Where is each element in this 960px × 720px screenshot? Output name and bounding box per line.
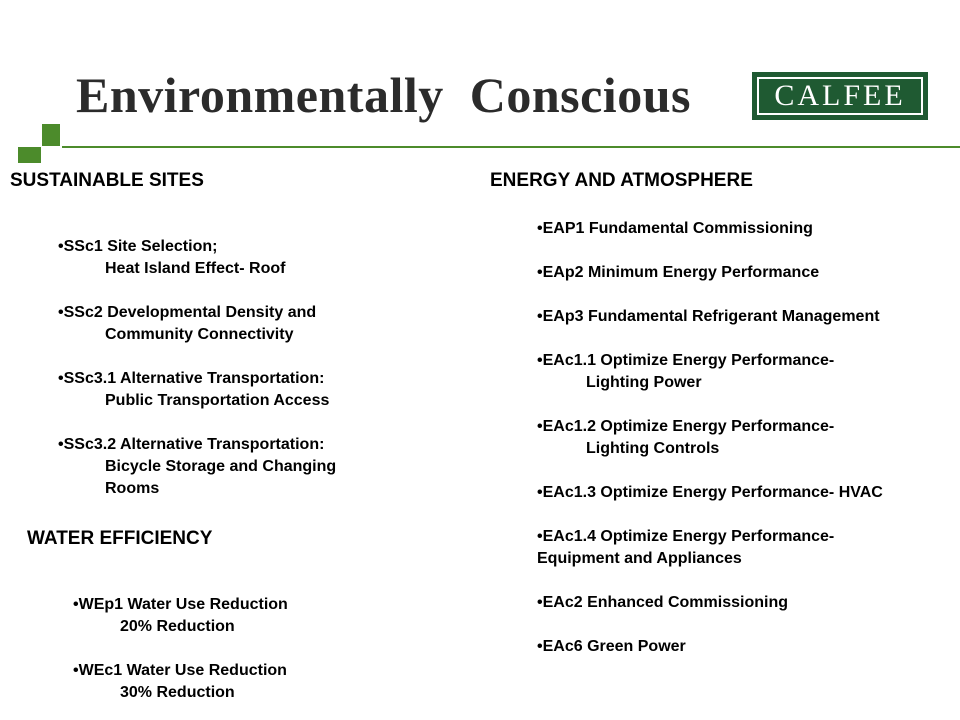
- logo-text: CALFEE: [757, 77, 923, 115]
- item-title: •EAP1 Fundamental Commissioning: [537, 220, 813, 237]
- list-item: [58, 302, 336, 346]
- item-subtitle: 30% Reduction: [120, 684, 235, 701]
- item-subtitle: Bicycle Storage and Changing: [105, 458, 337, 475]
- item-subtitle: Community Connectivity: [105, 326, 294, 343]
- item-subtitle: Lighting Controls: [586, 440, 720, 457]
- accent-square-left: [18, 147, 41, 163]
- water-efficiency-heading: WATER EFFICIENCY: [27, 528, 213, 549]
- item-title: •EAp2 Minimum Energy Performance: [537, 264, 820, 281]
- item-title: •EAc1.4 Optimize Energy Performance-: [537, 528, 835, 545]
- list-item: [537, 482, 883, 504]
- list-item: [73, 594, 288, 638]
- list-item: [537, 526, 883, 570]
- item-title: •SSc3.2 Alternative Transportation:: [58, 436, 325, 453]
- energy-atmosphere-list: [537, 218, 883, 658]
- item-subtitle: Heat Island Effect- Roof: [105, 260, 286, 277]
- item-subtitle: Public Transportation Access: [105, 392, 330, 409]
- item-title: •EAp3 Fundamental Refrigerant Management: [537, 308, 880, 325]
- list-item: [58, 434, 336, 500]
- item-title: •SSc3.1 Alternative Transportation:: [58, 370, 325, 387]
- accent-square-top: [42, 124, 60, 146]
- list-item: [537, 416, 883, 460]
- calfee-logo: [752, 72, 928, 120]
- item-subtitle: Lighting Power: [586, 374, 702, 391]
- list-item: [73, 660, 288, 704]
- slide-title: Environmentally Conscious: [76, 67, 691, 123]
- item-title: •EAc2 Enhanced Commissioning: [537, 594, 788, 611]
- list-item: [537, 218, 883, 240]
- list-item: [537, 592, 883, 614]
- item-title: •EAc6 Green Power: [537, 638, 686, 655]
- item-subtitle: Equipment and Appliances: [537, 550, 742, 567]
- item-subtitle-continued: Rooms: [105, 480, 160, 497]
- list-item: [58, 368, 336, 412]
- water-efficiency-list: [73, 594, 288, 704]
- list-item: [58, 236, 336, 280]
- sustainable-sites-heading: SUSTAINABLE SITES: [10, 170, 204, 191]
- item-title: •SSc2 Developmental Density and: [58, 304, 317, 321]
- item-title: •WEp1 Water Use Reduction: [73, 596, 288, 613]
- item-title: •WEc1 Water Use Reduction: [73, 662, 287, 679]
- energy-atmosphere-heading: ENERGY AND ATMOSPHERE: [490, 170, 753, 191]
- item-title: •EAc1.1 Optimize Energy Performance-: [537, 352, 835, 369]
- sustainable-sites-list: [58, 236, 336, 500]
- list-item: [537, 350, 883, 394]
- list-item: [537, 306, 883, 328]
- item-title: •EAc1.2 Optimize Energy Performance-: [537, 418, 835, 435]
- title-divider-line: [62, 146, 960, 148]
- item-title: •EAc1.3 Optimize Energy Performance- HVAC: [537, 484, 883, 501]
- item-subtitle: 20% Reduction: [120, 618, 235, 635]
- item-title: •SSc1 Site Selection;: [58, 238, 218, 255]
- list-item: [537, 636, 883, 658]
- list-item: [537, 262, 883, 284]
